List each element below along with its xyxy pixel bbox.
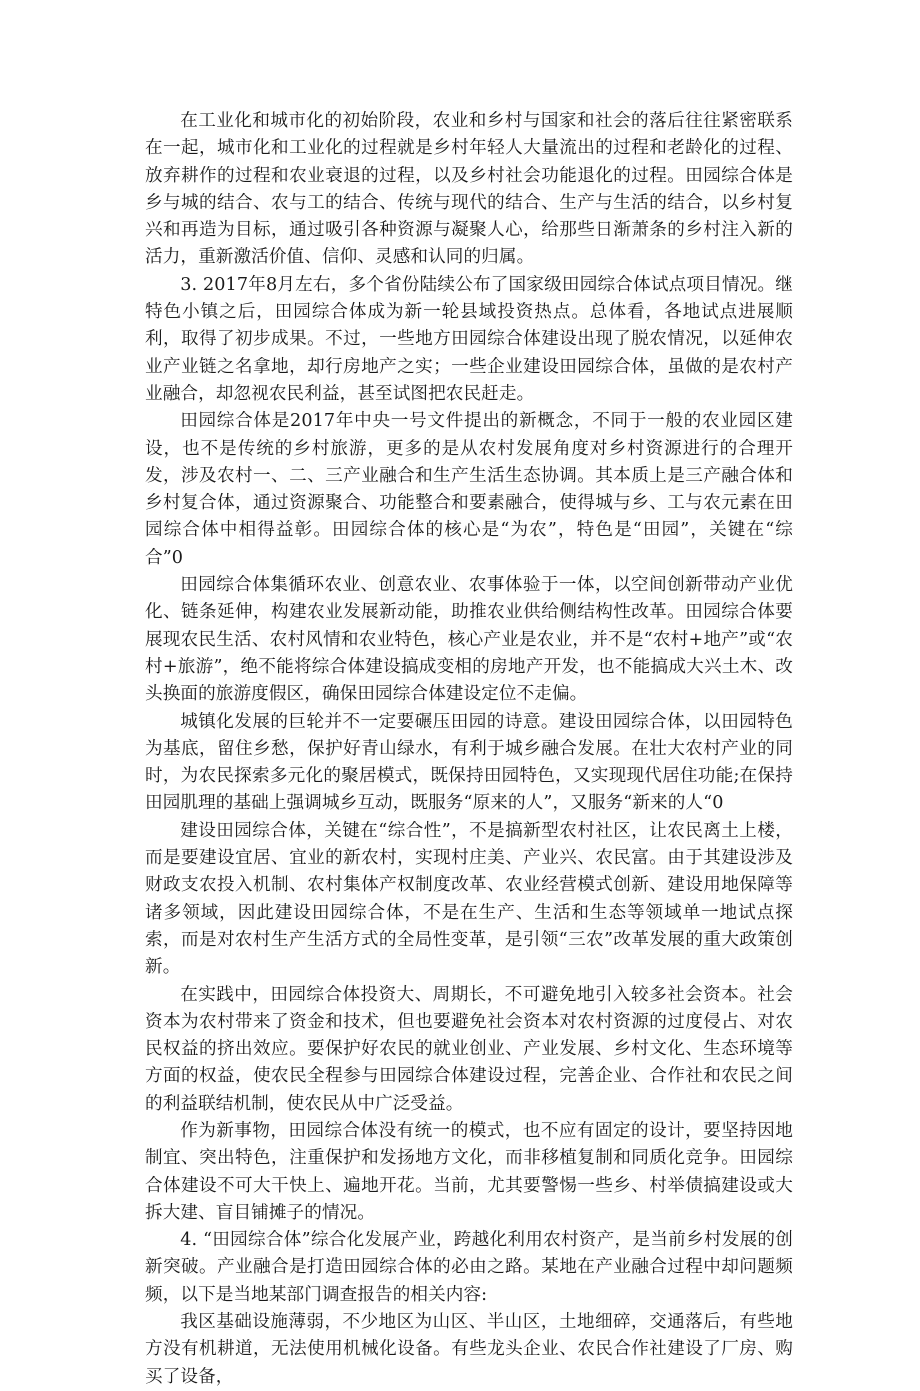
paragraph: 在实践中，田园综合体投资大、周期长，不可避免地引入较多社会资本。社会资本为农村带来了资金和技术，但也要避免社会资本对农村资源的过度侵占、对农民权益的挤出效应。要保护好农民的就业创业、产业发展、乡村文化、生态环境等方面的权益，使农民全程参与田园综合体建设过程，完善企业、合作社和农民之间的利益联结机制，使农民从中广泛受益。 bbox=[145, 984, 793, 1114]
document-page bbox=[145, 108, 793, 1391]
paragraph: 田园综合体集循环农业、创意农业、农事体验于一体，以空间创新带动产业优化、链条延伸，构建农业发展新动能，助推农业供给侧结构性改革。田园综合体要展现农民生活、农村风情和农业特色，核心产业是农业，并不是“农村+地产”或“农村+旅游”，绝不能将综合体建设搞成变相的房地产开发，也不能搞成大兴土木、改头换面的旅游度假区，确保田园综合体建设定位不走偏。 bbox=[145, 575, 793, 705]
paragraph: 建设田园综合体，关键在“综合性”，不是搞新型农村社区，让农民离土上楼，而是要建设宜居、宜业的新农村，实现村庄美、产业兴、农民富。由于其建设涉及财政支农投入机制、农村集体产权制度改革、农业经营模式创新、建设用地保障等诸多领域，因此建设田园综合体，不是在生产、生活和生态等领域单一地试点探索，而是对农村生产生活方式的全局性变革，是引领“三农”改革发展的重大政策创新。 bbox=[145, 820, 793, 978]
paragraph: 城镇化发展的巨轮并不一定要碾压田园的诗意。建设田园综合体，以田园特色为基底，留住乡愁，保护好青山绿水，有利于城乡融合发展。在壮大农村产业的同时，为农民探索多元化的聚居模式，既保持田园特色，又实现现代居住功能;在保持田园肌理的基础上强调城乡互动，既服务“原来的人”，又服务“新来的人“0 bbox=[145, 711, 793, 814]
paragraph: 在工业化和城市化的初始阶段，农业和乡村与国家和社会的落后往往紧密联系在一起，城市化和工业化的过程就是乡村年轻人大量流出的过程和老龄化的过程、放弃耕作的过程和农业衰退的过程，以及乡村社会功能退化的过程。田园综合体是乡与城的结合、农与工的结合、传统与现代的结合、生产与生活的结合，以乡村复兴和再造为目标，通过吸引各种资源与凝聚人心，给那些日渐萧条的乡村注入新的活力，重新激活价值、信仰、灵感和认同的归属。 bbox=[145, 111, 793, 268]
paragraph: 3. 2017年8月左右，多个省份陆续公布了国家级田园综合体试点项目情况。继特色小镇之后，田园综合体成为新一轮县域投资热点。总体看，各地试点进展顺利，取得了初步成果。不过，一些地方田园综合体建设出现了脱农情况，以延伸农业产业链之名拿地，却行房地产之实；一些企业建设田园综合体，虽做的是农村产业融合，却忽视农民利益，甚至试图把农民赶走。 bbox=[145, 274, 793, 404]
paragraph: 4. “田园综合体”综合化发展产业，跨越化利用农村资产，是当前乡村发展的创新突破。产业融合是打造田园综合体的必由之路。某地在产业融合过程中却问题频频，以下是当地某部门调查报告的相关内容: bbox=[145, 1230, 793, 1305]
paragraph: 我区基础设施薄弱，不少地区为山区、半山区，土地细碎，交通落后，有些地方没有机耕道，无法使用机械化设备。有些龙头企业、农民合作社建设了厂房、购买了设备， bbox=[145, 1312, 793, 1387]
paragraph: 田园综合体是2017年中央一号文件提出的新概念，不同于一般的农业园区建设，也不是传统的乡村旅游，更多的是从农村发展角度对乡村资源进行的合理开发，涉及农村一、二、三产业融合和生产生活生态协调。其本质上是三产融合体和乡村复合体，通过资源聚合、功能整合和要素融合，使得城与乡、工与农元素在田园综合体中相得益彰。田园综合体的核心是“为农”，特色是“田园”，关键在“综合”0 bbox=[145, 411, 793, 568]
paragraph: 作为新事物，田园综合体没有统一的模式，也不应有固定的设计，要坚持因地制宜、突出特色，注重保护和发扬地方文化，而非移植复制和同质化竞争。田园综合体建设不可大干快上、遍地开花。当前，尤其要警惕一些乡、村举债搞建设或大拆大建、盲目铺摊子的情况。 bbox=[145, 1120, 793, 1223]
